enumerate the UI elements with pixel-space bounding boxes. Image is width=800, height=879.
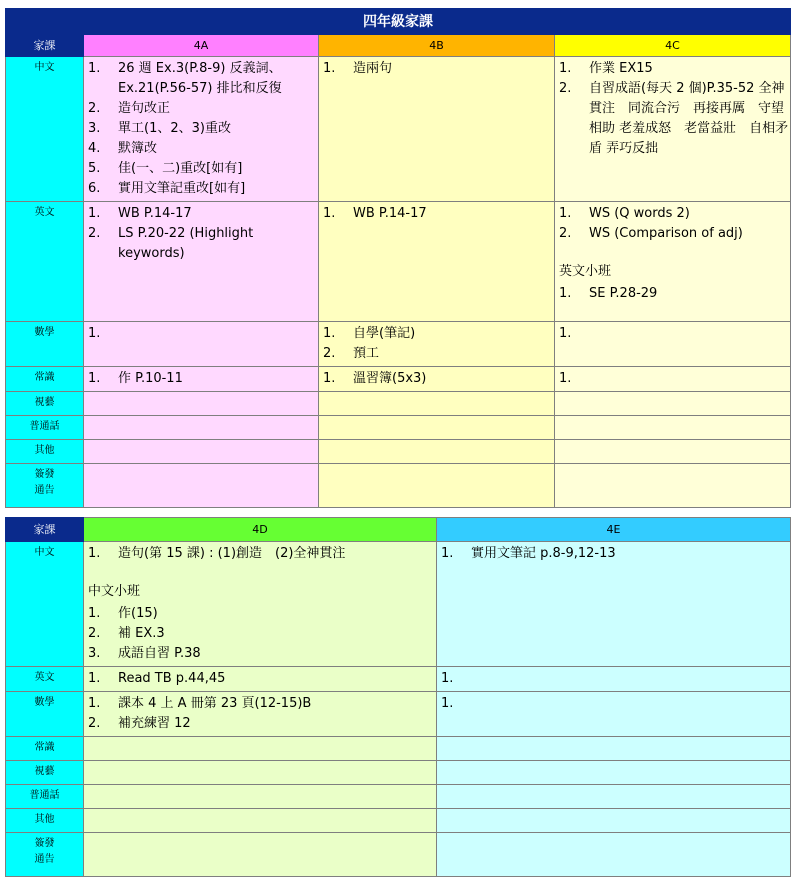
subject-label: 數學 xyxy=(6,322,84,367)
list-item: 2. 預工 xyxy=(323,346,380,361)
class-header-4c: 4C xyxy=(555,35,791,57)
table-row xyxy=(6,737,791,761)
subject-label: 其他 xyxy=(6,440,84,464)
list-item: 1. WB P.14-17 xyxy=(323,206,427,221)
table-title: 四年級家課 xyxy=(6,9,791,35)
homework-cell-4a xyxy=(84,440,319,464)
homework-cell-4a xyxy=(84,392,319,416)
table-row xyxy=(6,667,791,692)
homework-cell-4e xyxy=(437,833,791,877)
homework-cell-4c xyxy=(555,57,791,202)
table-row xyxy=(6,367,791,392)
list-item: 1. 作業 EX15 xyxy=(559,61,653,76)
table-row xyxy=(6,785,791,809)
list-item: 1. 溫習簿(5x3) xyxy=(323,371,427,386)
homework-cell-4b xyxy=(319,464,555,508)
class-header-4d: 4D xyxy=(84,518,437,542)
homework-cell-4a xyxy=(84,416,319,440)
list-item: 1. 課本 4 上 A 冊第 23 頁(12-15)B xyxy=(88,696,312,711)
list-item: 2. 自習成語(每天 2 個)P.35-52 全神貫注 同流合污 再接再厲 守望相助 老羞成怒 老當益壯 自相矛盾 弄巧反拙 xyxy=(559,81,789,156)
table-row xyxy=(6,761,791,785)
list-item: 6. 實用文筆記重改[如有] xyxy=(88,181,246,196)
class-header-4e: 4E xyxy=(437,518,791,542)
homework-cell-4b xyxy=(319,367,555,392)
list-item: 1. 實用文筆記 p.8-9,12-13 xyxy=(441,546,616,561)
table-row xyxy=(6,202,791,322)
table-row xyxy=(6,464,791,508)
homework-cell-4d xyxy=(84,785,437,809)
list-item: 2. 造句改正 xyxy=(88,101,171,116)
table-row xyxy=(6,809,791,833)
table-row xyxy=(6,692,791,737)
homework-cell-4d xyxy=(84,761,437,785)
table-row xyxy=(6,440,791,464)
subject-label: 英文 xyxy=(6,202,84,322)
list-item: 1. Read TB p.44,45 xyxy=(88,671,226,686)
homework-table-1 xyxy=(5,8,791,508)
class-header-4b: 4B xyxy=(319,35,555,57)
list-item: 1. 自學(筆記) xyxy=(323,326,416,341)
homework-cell-4d xyxy=(84,809,437,833)
subject-label: 簽發通告 xyxy=(6,833,84,877)
subject-label: 常識 xyxy=(6,367,84,392)
list-item: 3. 單工(1、2、3)重改 xyxy=(88,121,231,136)
small-class-title: 英文小班 xyxy=(559,264,612,279)
table-row xyxy=(6,57,791,202)
list-item: 1. SE P.28-29 xyxy=(559,286,658,301)
homework-cell-4a xyxy=(84,57,319,202)
subject-label: 中文 xyxy=(6,57,84,202)
homework-cell-4d xyxy=(84,737,437,761)
homework-cell-4e xyxy=(437,809,791,833)
list-item: 2. 補充練習 12 xyxy=(88,716,191,731)
homework-cell-4d xyxy=(84,692,437,737)
table-row xyxy=(6,542,791,667)
subject-label: 中文 xyxy=(6,542,84,667)
subject-label: 普通話 xyxy=(6,416,84,440)
homework-cell-4b xyxy=(319,57,555,202)
list-item: 4. 默簿改 xyxy=(88,141,158,156)
homework-cell-4a xyxy=(84,464,319,508)
small-class-title: 中文小班 xyxy=(88,584,141,599)
list-item: 1. WS (Q words 2) xyxy=(559,206,690,221)
homework-cell-4c xyxy=(555,392,791,416)
homework-cell-4c xyxy=(555,416,791,440)
homework-cell-4e xyxy=(437,761,791,785)
class-header-4a: 4A xyxy=(84,35,319,57)
homework-cell-4a xyxy=(84,367,319,392)
list-item: 1. 作(15) xyxy=(88,606,158,621)
homework-cell-4e: 1. xyxy=(437,667,791,692)
homework-cell-4b xyxy=(319,202,555,322)
homework-cell-4c: 1. xyxy=(555,367,791,392)
homework-cell-4a xyxy=(84,202,319,322)
corner-label: 家課 xyxy=(6,35,84,57)
table-row xyxy=(6,833,791,877)
list-item: 3. 成語自習 P.38 xyxy=(88,646,201,661)
subject-label: 數學 xyxy=(6,692,84,737)
subject-label: 普通話 xyxy=(6,785,84,809)
list-item: 2. 補 EX.3 xyxy=(88,626,165,641)
homework-cell-4c xyxy=(555,464,791,508)
subject-label: 其他 xyxy=(6,809,84,833)
homework-cell-4c: 1. xyxy=(555,322,791,367)
homework-cell-4b xyxy=(319,416,555,440)
subject-label: 英文 xyxy=(6,667,84,692)
subject-label: 常識 xyxy=(6,737,84,761)
homework-cell-4e xyxy=(437,785,791,809)
list-item: 1. 造兩句 xyxy=(323,61,393,76)
subject-label: 視藝 xyxy=(6,761,84,785)
homework-cell-4d xyxy=(84,833,437,877)
homework-cell-4e xyxy=(437,737,791,761)
homework-cell-4d xyxy=(84,542,437,667)
corner-label: 家課 xyxy=(6,518,84,542)
list-item: 1. 造句(第 15 課) : (1)創造 (2)全神貫注 xyxy=(88,546,346,561)
list-item: 2. WS (Comparison of adj) xyxy=(559,226,743,241)
table-row xyxy=(6,392,791,416)
homework-cell-4d xyxy=(84,667,437,692)
homework-cell-4c xyxy=(555,202,791,322)
table-row xyxy=(6,416,791,440)
homework-cell-4a: 1. xyxy=(84,322,319,367)
list-item: 1. 作 P.10-11 xyxy=(88,371,183,386)
homework-cell-4e xyxy=(437,542,791,667)
homework-cell-4b xyxy=(319,392,555,416)
homework-cell-4b xyxy=(319,440,555,464)
list-item: 1. WB P.14-17 xyxy=(88,206,192,221)
homework-cell-4e: 1. xyxy=(437,692,791,737)
list-item: 2. LS P.20-22 (Highlight keywords) xyxy=(88,226,254,261)
subject-label: 視藝 xyxy=(6,392,84,416)
list-item: 1. 26 週 Ex.3(P.8-9) 反義詞、Ex.21(P.56-57) 排比和反復 xyxy=(88,61,282,96)
homework-cell-4b xyxy=(319,322,555,367)
table-row xyxy=(6,322,791,367)
list-item: 5. 佳(一、二)重改[如有] xyxy=(88,161,243,176)
subject-label: 簽發通告 xyxy=(6,464,84,508)
homework-cell-4c xyxy=(555,440,791,464)
homework-table-2 xyxy=(5,517,791,877)
